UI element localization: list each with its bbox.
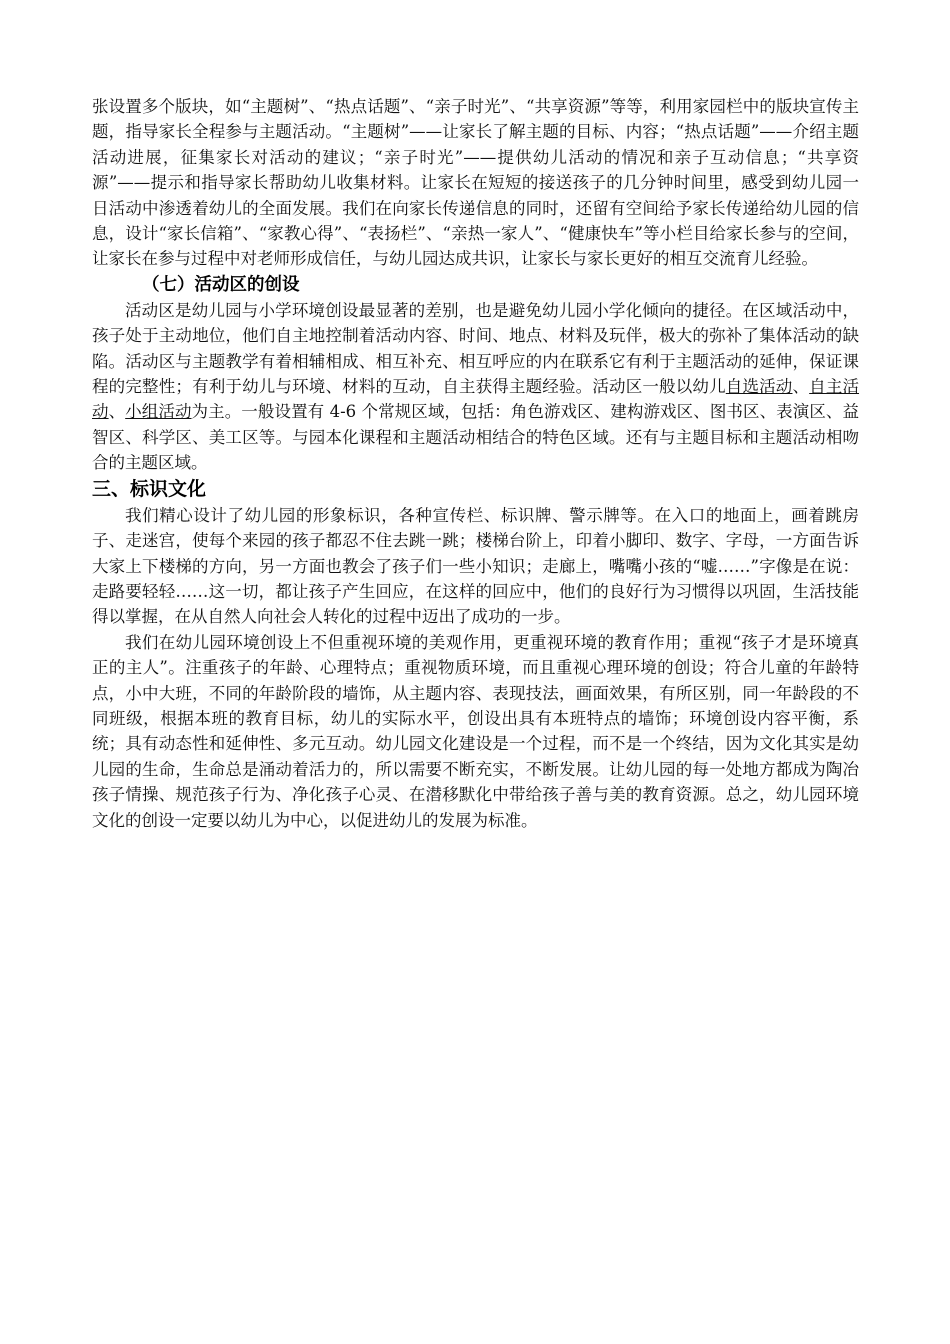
underlined-term-autonomous: 自主活动 <box>92 377 860 422</box>
underlined-term-group: 小组活动 <box>125 402 192 422</box>
paragraph-parent-board: 张设置多个版块，如“主题树”、“热点话题”、“亲子时光”、“共享资源”等等，利用家园栏中的版块宣传主题，指导家长全程参与主题活动。“主题树”——让家长了解主题的目标、内容；“热点话题”——介绍主题活动进展，征集家长对活动的建议；“亲子时光”——提供幼儿活动的情况和亲子互动信息；“共享资源”——提示和指导家长帮助幼儿收集材料。让家长在短短的接送孩子的几分钟时间里，感受到幼儿园一日活动中渗透着幼儿的全面发展。我们在向家长传递信息的同时，还留有空间给予家长传递给幼儿园的信息，设计“家长信箱”、“家教心得”、“表扬栏”、“亲热一家人”、“健康快车”等小栏目给家长参与的空间，让家长在参与过程中对老师形成信任，与幼儿园达成共识，让家长与家长更好的相互交流育儿经验。 <box>92 97 859 269</box>
paragraph-text: 为主。一般设置有 4-6 个常规区域，包括：角色游戏区、建构游戏区、图书区、表演区、益智区、科学区、美工区等。与园本化课程和主题活动相结合的特色区域。还有与主题目标和主题活动相吻合的主题区域。 <box>92 402 860 473</box>
paragraph-activity-area <box>92 298 859 476</box>
separator: 、 <box>108 402 126 422</box>
section-3-heading: 三、标识文化 <box>92 477 207 500</box>
paragraph-environment-culture: 我们在幼儿园环境创设上不但重视环境的美观作用，更重视环境的教育作用；重视“孩子才是环境真正的主人”。注重孩子的年龄、心理特点；重视物质环境，而且重视心理环境的创设；符合儿童的年龄特点，小中大班，不同的年龄阶段的墙饰，从主题内容、表现技法，画面效果，有所区别，同一年龄段的不同班级，根据本班的教育目标，幼儿的实际水平，创设出具有本班特点的墙饰；环境创设内容平衡，系统；具有动态性和延伸性、多元互动。幼儿园文化建设是一个过程，而不是一个终结，因为文化其实是幼儿园的生命，生命总是涌动着活力的，所以需要不断充实，不断发展。让幼儿园的每一处地方都成为陶冶孩子情操、规范孩子行为、净化孩子心灵、在潜移默化中带给孩子善与美的教育资源。总之，幼儿园环境文化的创设一定要以幼儿为中心，以促进幼儿的发展为标准。 <box>92 632 859 830</box>
document-body <box>92 94 859 833</box>
section-7-heading: （七）活动区的创设 <box>142 274 300 295</box>
separator: 、 <box>792 377 810 397</box>
paragraph-signage: 我们精心设计了幼儿园的形象标识，各种宣传栏、标识牌、警示牌等。在入口的地面上，画着跳房子、走迷宫，使每个来园的孩子都忍不住去跳一跳；楼梯台阶上，印着小脚印、数字、字母，一方面告诉大家上下楼梯的方向，另一方面也教会了孩子们一些小知识；走廊上，嘴嘴小孩的“嘘……”字像是在说：走路要轻轻……这一切，都让孩子产生回应，在这样的回应中，他们的良好行为习惯得以巩固，生活技能得以掌握，在从自然人向社会人转化的过程中迈出了成功的一步。 <box>92 505 859 627</box>
underlined-term-self-selected: 自选活动 <box>725 377 793 397</box>
paragraph-text: 活动区是幼儿园与小学环境创设最显著的差别，也是避免幼儿园小学化倾向的捷径。在区域活动中，孩子处于主动地位，他们自主地控制着活动内容、时间、地点、材料及玩伴，极大的弥补了集体活动的缺陷。活动区与主题教学有着相辅相成、相互补充、相互呼应的内在联系它有利于主题活动的延伸，保证课程的完整性；有利于幼儿与环境、材料的互动，自主获得主题经验。活动区一般以幼儿 <box>92 300 859 397</box>
